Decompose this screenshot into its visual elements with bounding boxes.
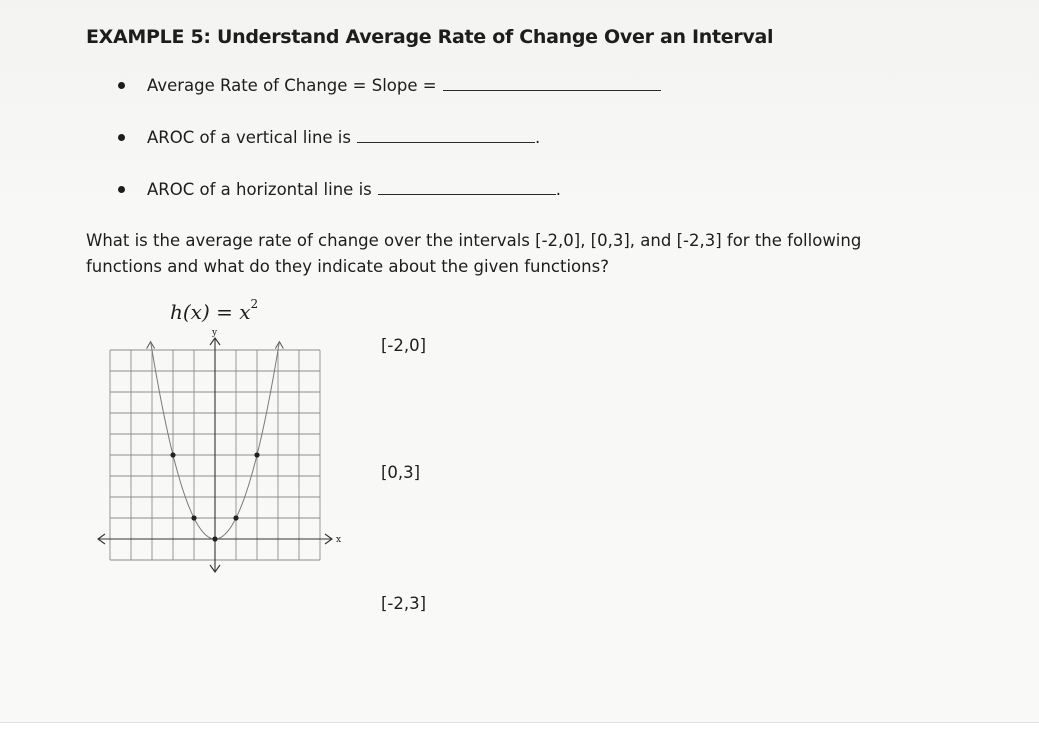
bullet-dot — [118, 82, 125, 89]
bullet-dot — [118, 186, 125, 193]
answer-blank — [378, 193, 556, 195]
bullet-vertical-line — [118, 128, 540, 147]
bullet-text: AROC of a vertical line is — [147, 128, 351, 147]
function-lhs: h(x) = x — [170, 300, 251, 324]
function-exponent: 2 — [250, 297, 259, 312]
question-text: What is the average rate of change over the intervals [-2,0], [0,3], and [-2,3] for the following functions and what do they indicate about the given functions? — [86, 231, 862, 276]
bullet-horizontal-line — [118, 180, 561, 199]
bullet-aroc-slope — [118, 76, 661, 95]
graph-point — [170, 452, 175, 457]
parabola-graph — [90, 330, 360, 600]
answer-blank — [357, 141, 535, 143]
x-axis-label: x — [336, 535, 342, 545]
answer-blank — [443, 89, 661, 91]
bullet-text: Average Rate of Change = Slope = — [147, 76, 437, 95]
bullet-end: . — [534, 128, 541, 147]
interval-label: [-2,0] — [381, 336, 427, 355]
function-label — [170, 297, 259, 324]
bullet-text: AROC of a horizontal line is — [147, 180, 372, 199]
example-title: EXAMPLE 5: Understand Average Rate of Change Over an Interval — [86, 26, 774, 48]
graph-point — [233, 515, 238, 520]
interval-label: [0,3] — [381, 463, 421, 482]
page-bottom-edge — [0, 722, 1039, 734]
graph-point — [191, 515, 196, 520]
interval-label: [-2,3] — [381, 594, 427, 613]
bullet-end: . — [555, 180, 562, 199]
y-axis-label: y — [212, 330, 218, 338]
graph-point — [212, 536, 217, 541]
bullet-dot — [118, 134, 125, 141]
graph-point — [254, 452, 259, 457]
